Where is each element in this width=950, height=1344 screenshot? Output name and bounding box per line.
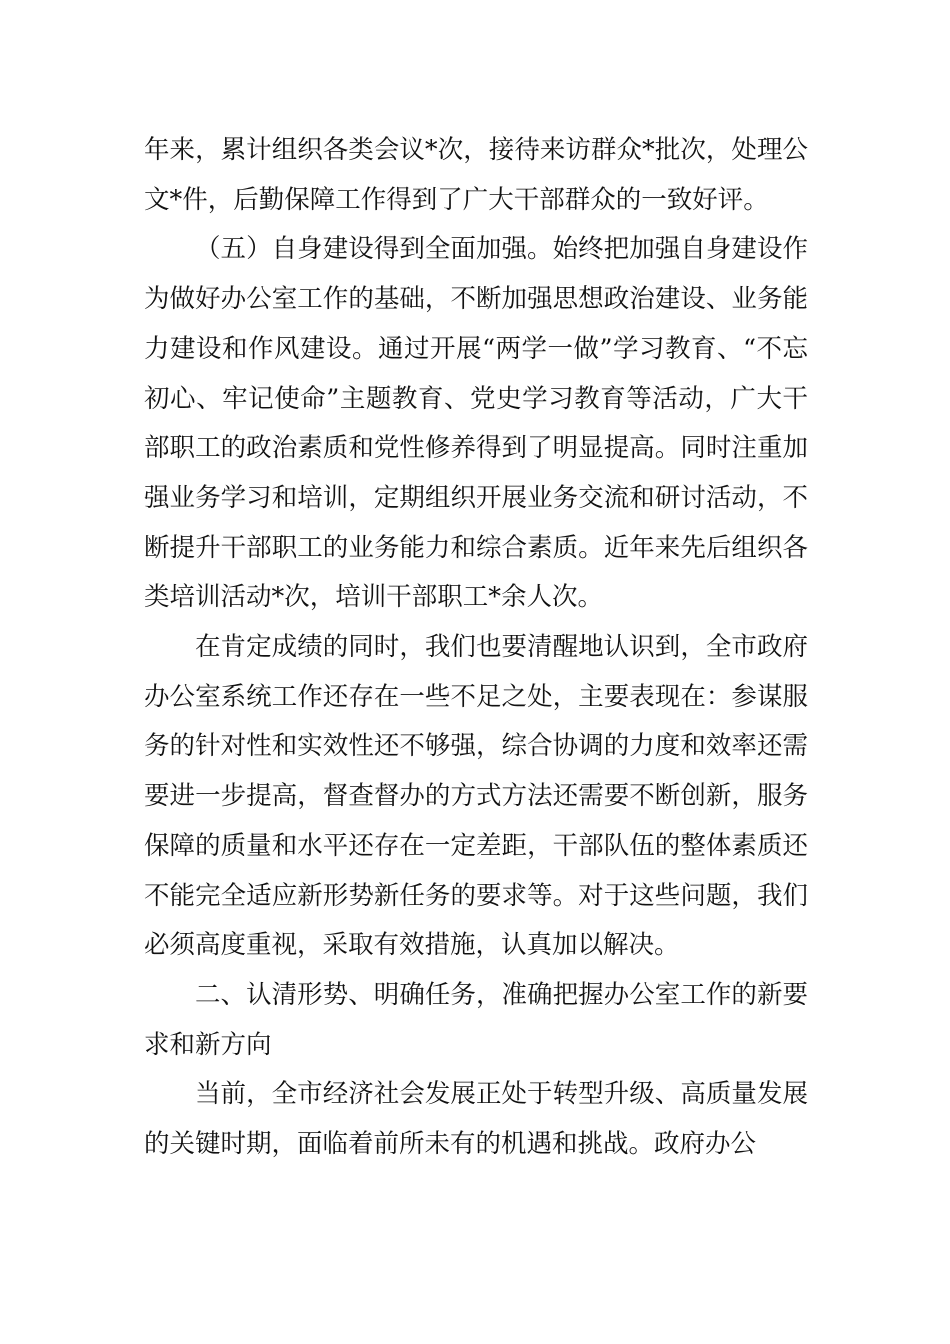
paragraph-current-situation: 当前，全市经济社会发展正处于转型升级、高质量发展的关键时期，面临着前所未有的机遇和挑战。政府办公	[144, 1079, 808, 1160]
paragraph-self-construction: （五）自身建设得到全面加强。始终把加强自身建设作为做好办公室工作的基础，不断加强思想政治建设、业务能力建设和作风建设。通过开展“两学一做”学习教育、“不忘初心、牢记使命”主题教育、党史学习教育等活动，广大干部职工的政治素质和党性修养得到了明显提高。同时注重加强业务学习和培训，定期组织开展业务交流和研讨活动，不断提升干部职工的业务能力和综合素质。近年来先后组织各类培训活动*次，培训干部职工*余人次。	[144, 234, 808, 613]
section-heading-two: 二、认清形势、明确任务，准确把握办公室工作的新要求和新方向	[144, 979, 808, 1060]
paragraph-continuation: 年来，累计组织各类会议*次，接待来访群众*批次，处理公文*件，后勤保障工作得到了广大干部群众的一致好评。	[144, 135, 808, 215]
document-body	[144, 126, 808, 1170]
paragraph-shortcomings: 在肯定成绩的同时，我们也要清醒地认识到，全市政府办公室系统工作还存在一些不足之处，主要表现在：参谋服务的针对性和实效性还不够强，综合协调的力度和效率还需要进一步提高，督查督办的方式方法还需要不断创新，服务保障的质量和水平还存在一定差距，干部队伍的整体素质还不能完全适应新形势新任务的要求等。对于这些问题，我们必须高度重视，采取有效措施，认真加以解决。	[144, 632, 808, 961]
